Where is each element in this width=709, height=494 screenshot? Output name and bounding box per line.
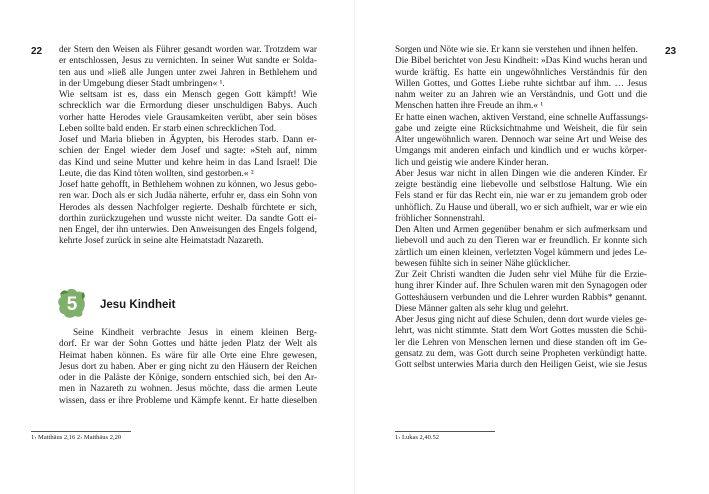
text-line: der Stern den Weisen als Führer gesandt worden war. Trotzdem war — [59, 45, 317, 55]
text-line: Aber Jesus ging nicht auf diese Schulen, denn dort wurde vieles ge- — [395, 315, 647, 325]
chapter-number: 5 — [66, 294, 78, 315]
body-text-bottom — [59, 328, 317, 407]
text-line: Zur Zeit Christi wandten die Juden sehr viel Mühe für die Erzie- — [395, 270, 647, 280]
text-line: schrecklich war die Ermordung dieser unschuldigen Babys. Auch — [59, 101, 317, 112]
text-line: wurde kräftig. Es hatte ein ungewöhnliches Verständnis für den — [395, 67, 647, 78]
page-number: 23 — [665, 46, 677, 57]
text-line: kehrte Josef zurück in seine alte Heimatstadt Nazareth. — [59, 236, 264, 247]
text-line: gabe und zeigte eine Rücksichtnahme und Weisheit, die für sein — [395, 123, 647, 134]
text-line: nen Engel, der ihn unterwies. Den Anweisungen des Engels folgend, — [59, 225, 317, 235]
text-line: Jesus dort zu haben. Aber er ging nicht zu den Häusern der Reichen — [59, 361, 317, 372]
footnote: 1› Matthäus 2,16 2› Matthäus 2,20 — [31, 434, 122, 441]
text-line: Herodes als dessen Nachfolger regierte. Deshalb fürchtete er sich, — [59, 202, 317, 213]
chapter-number-badge — [57, 287, 87, 319]
text-line: Willen Gottes, und Gottes Liebe ruhte sichtbar auf ihm. … Jesus — [395, 78, 647, 89]
text-line: Leben sollte bald enden. Er starb einen schrecklichen Tod. — [59, 123, 277, 134]
text-line: Fels stand er für das Recht ein, nie war er zu jemandem grob oder — [395, 191, 647, 202]
text-line: dorf. Er war der Sohn Gottes und hätte jeden Platz der Welt als — [59, 339, 317, 350]
left-page — [0, 0, 354, 494]
text-line: Die Bibel berichtet von Jesu Kindheit: »Das Kind wuchs heran und — [395, 56, 647, 67]
text-line: Sorgen und Nöte wie sie. Er kann sie verstehen und ihnen helfen. — [395, 45, 638, 55]
body-text — [395, 45, 647, 371]
text-line: dorthin zurückzugehen und wusste nicht weiter. Da sandte Gott ei- — [59, 213, 317, 224]
body-text-top — [59, 45, 317, 248]
text-line: Gotteshäusern verbunden und die Lehrer wurden Rabbis* genannt. — [395, 292, 647, 303]
text-line: Umgangs mit anderen einfach und kindlich und er wuchs körper- — [395, 146, 647, 157]
text-line: Josef hatte gehofft, in Bethlehem wohnen zu können, wo Jesus gebo- — [59, 180, 317, 190]
text-line: Leute, die das Kind töten wollten, sind gestorben.« ² — [59, 168, 254, 179]
text-line: Den Alten und Armen gegenüber benahm er sich aufmerksam und — [395, 225, 647, 235]
text-line: Josef und Maria blieben in Ägypten, bis Herodes starb. Dann er- — [59, 135, 317, 145]
text-line: unhöflich. Zu Hause und überall, wo er sich aufhielt, war er wie ein — [395, 202, 647, 213]
text-line: Heimat haben können. Es wäre für alle Orte eine Ehre gewesen, — [59, 350, 317, 361]
text-line: gensatz zu dem, was Gott durch seine Propheten verkündigt hatte. — [395, 348, 647, 359]
text-line: schien der Engel wieder dem Josef und sagte: »Steh auf, nimm — [59, 146, 317, 157]
text-line: nahm weiter zu an Jahren wie an Verständnis, und Gott und die — [395, 90, 647, 100]
text-line: men in Nazareth zu wohnen. Jesus möchte, dass die armen Leute — [59, 384, 317, 395]
text-line: Gott selbst unterwies Maria durch den Heiligen Geist, wie sie Jesus — [395, 360, 647, 370]
text-line: Aber Jesus war nicht in allen Dingen wie die anderen Kinder. Er — [395, 168, 647, 179]
text-line: zeigte beständig eine liebevolle und selbstlose Haltung. Wie ein — [395, 180, 647, 190]
text-line: ler die Lehren von Menschen lernen und diese standen oft im Ge- — [395, 337, 647, 348]
text-line: ren war. Doch als er sich Judäa näherte, erfuhr er, dass ein Sohn von — [59, 191, 317, 202]
text-line: ten aus und »ließ alle Jungen unter zwei Jahren in Bethlehem und — [59, 67, 317, 78]
text-line: Er hatte einen wachen, aktiven Verstand, eine schnelle Auffassungs- — [395, 112, 649, 123]
page-number: 22 — [31, 46, 43, 57]
text-line: Diese Männer galten als sehr klug und gelehrt. — [395, 303, 569, 314]
text-line: fröhlicher Sonnenstrahl. — [395, 213, 485, 224]
text-line: Menschen hatten ihre Freude an ihm.« ¹ — [395, 101, 544, 112]
text-line: oder in die Paläste der Könige, sondern entschied sich, bei den Ar- — [59, 373, 317, 383]
text-line: bewesen fühlte sich in seiner Nähe glücklicher. — [395, 258, 571, 269]
text-line: zärtlich um einen kleinen, verletzten Vogel kümmern und jedes Le- — [395, 247, 647, 258]
text-line: in der Umgebung dieser Stadt umbringen« ¹. — [59, 78, 225, 89]
text-line: Seine Kindheit verbrachte Jesus in einem kleinen Berg- — [73, 328, 317, 338]
chapter-title: Jesu Kindheit — [100, 299, 176, 311]
footnote-divider — [395, 431, 495, 432]
text-line: lich und geistig wie andere Kinder heran. — [395, 157, 549, 168]
text-line: Alter ungewöhnlich waren. Dennoch war seine Art und Weise des — [395, 135, 647, 145]
text-line: er entschlossen, Jesus zu vernichten. In seiner Wut sandte er Solda- — [59, 56, 317, 67]
text-line: wissen, dass er ihre Probleme und Kämpfe kennt. Er hatte dieselben — [59, 395, 317, 406]
text-line: vorher hatte Herodes viele Grausamkeiten verübt, aber sein böses — [59, 112, 317, 123]
text-line: Wie seltsam ist es, dass ein Mensch gegen Gott kämpft! Wie — [59, 90, 317, 100]
chapter-heading — [57, 287, 317, 327]
footnote-divider — [31, 431, 131, 432]
right-page — [355, 0, 709, 494]
text-line: lehrt, was nicht stimmte. Statt dem Wort Gottes mussten die Schü- — [395, 326, 647, 337]
footnote: 1› Lukas 2,40.52 — [395, 434, 440, 441]
text-line: das Kind und seine Mutter und kehre heim in das Land Israel! Die — [59, 157, 317, 168]
text-line: hung ihrer Kinder auf. Ihre Schulen waren mit den Synagogen oder — [395, 281, 647, 292]
text-line: liebevoll und auch zu den Tieren war er freundlich. Er konnte sich — [395, 236, 647, 247]
